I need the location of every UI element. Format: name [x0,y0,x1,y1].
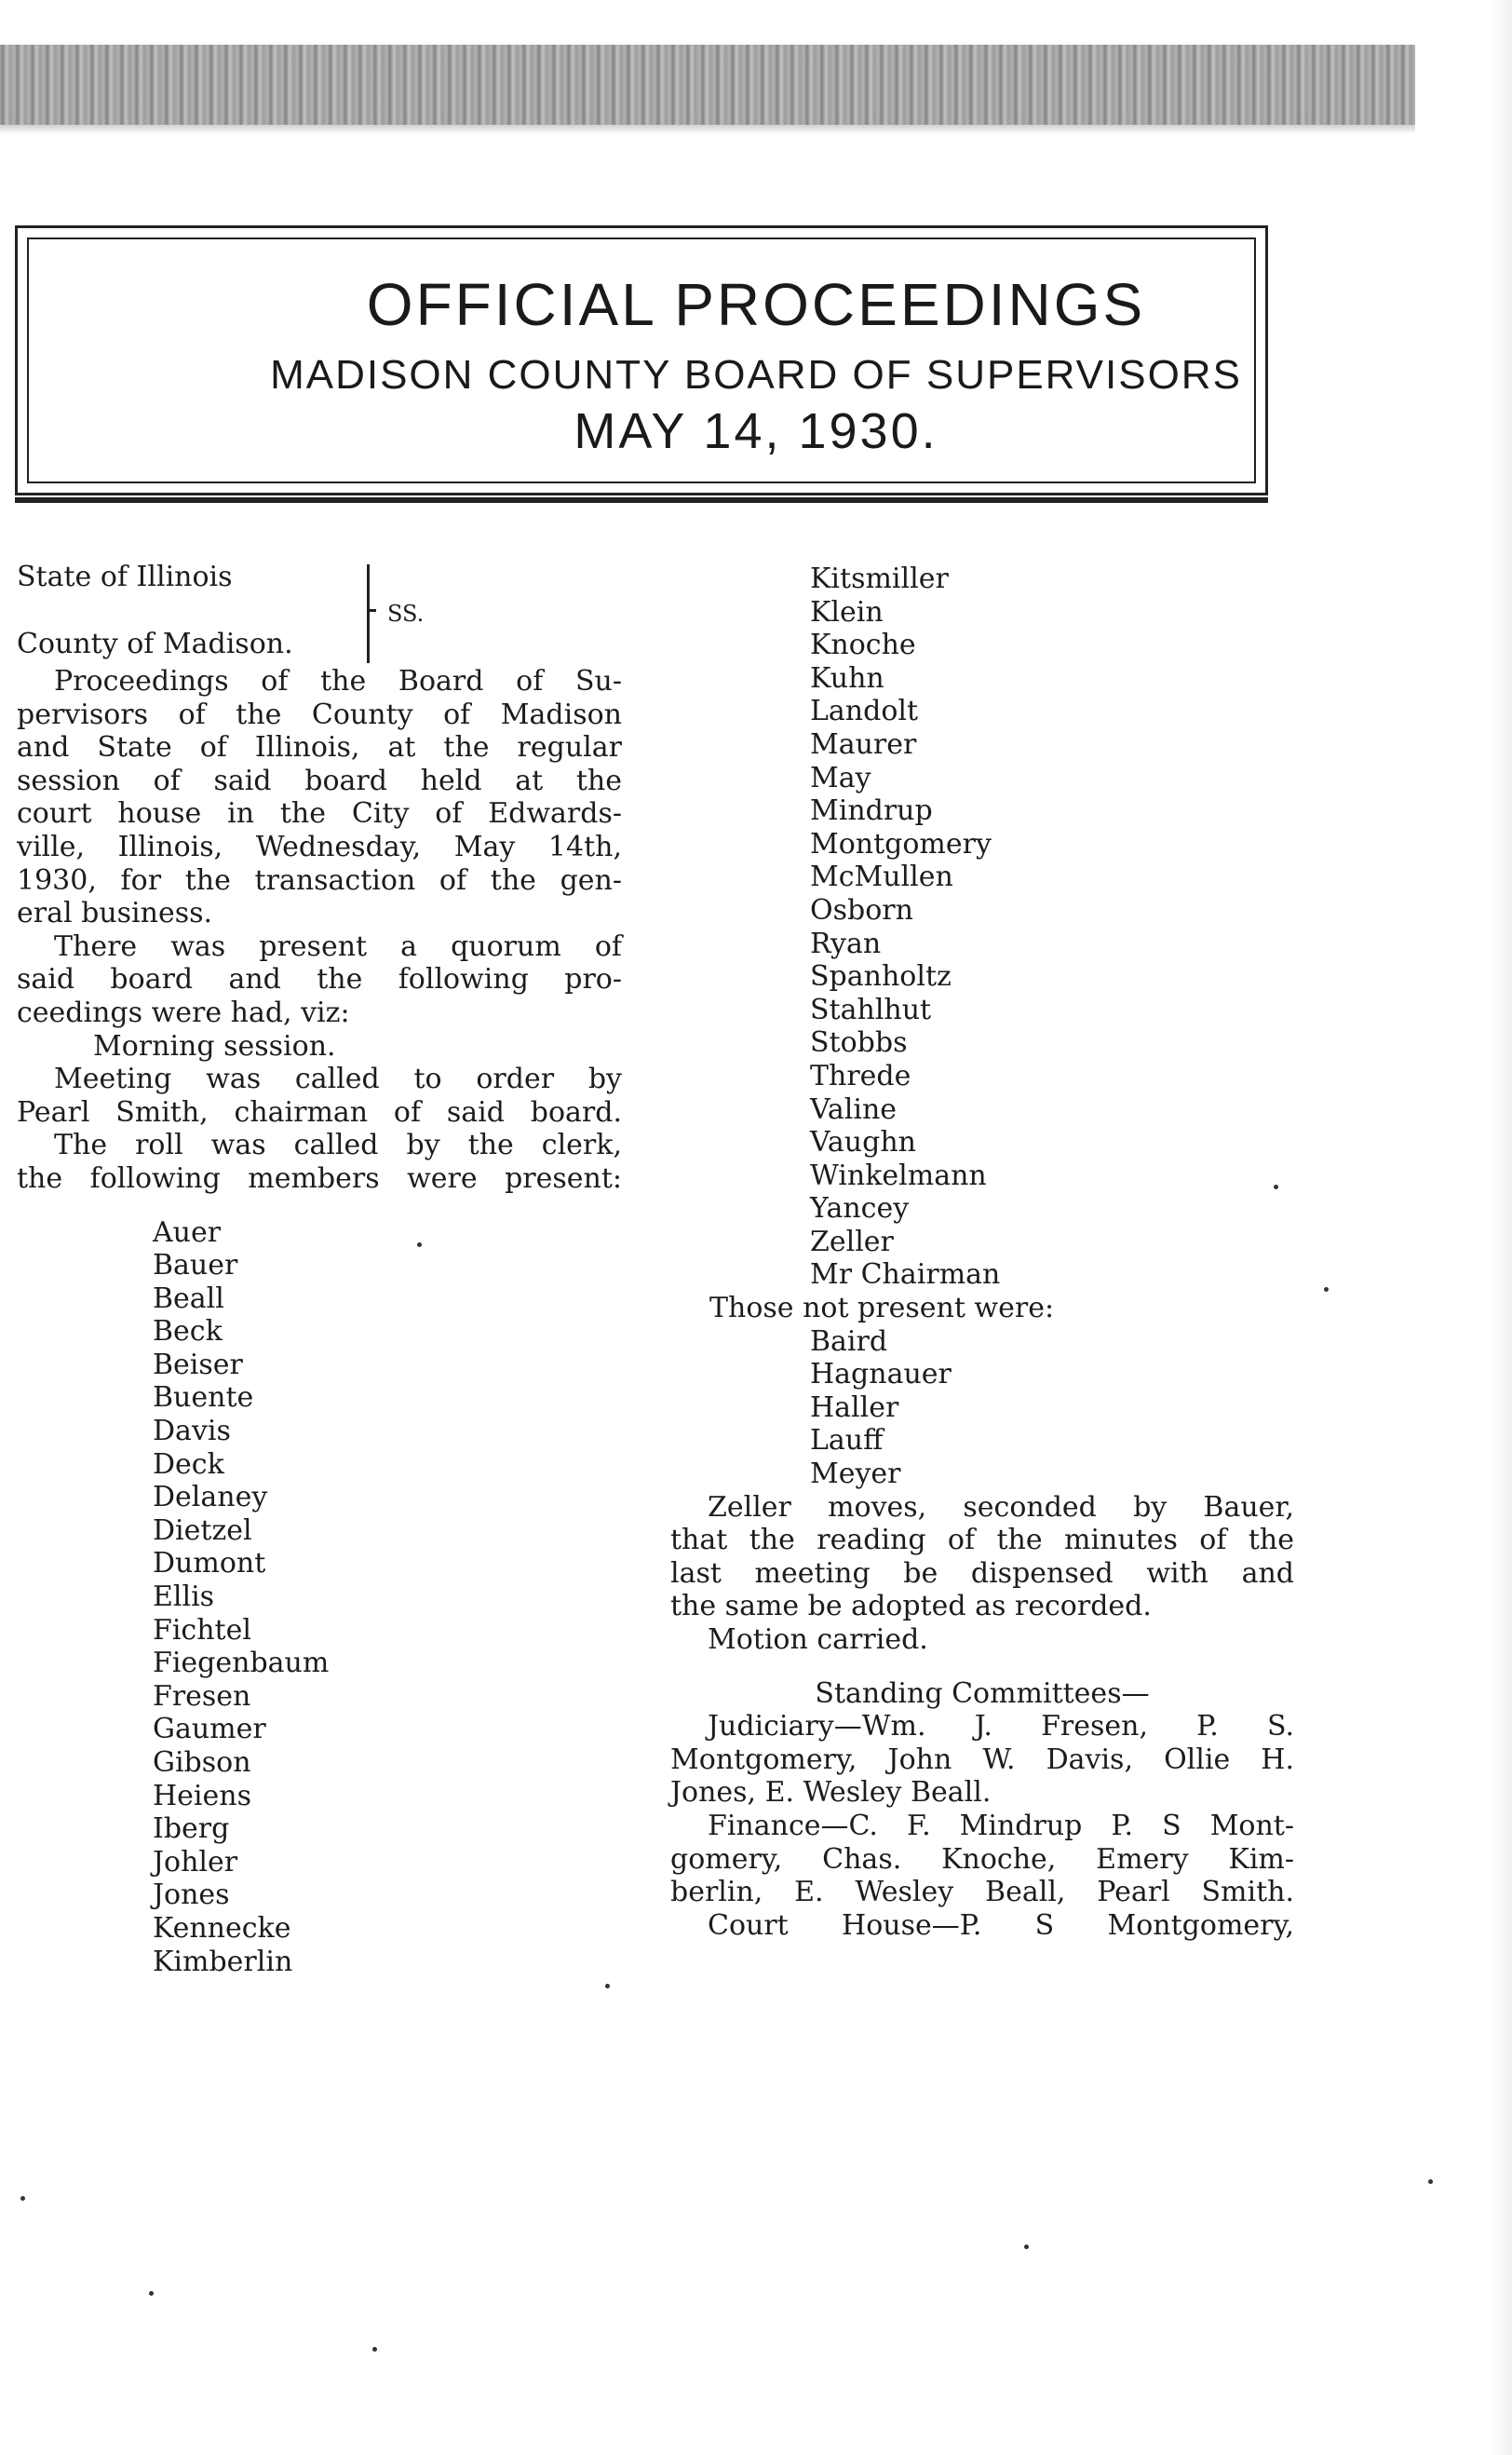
member-name: Fiegenbaum [153,1647,330,1680]
scan-speck [149,2291,154,2296]
member-name: Iberg [153,1812,230,1846]
paragraph-line: 1930, for the transaction of the gen- [17,863,622,897]
scan-speck [1274,1185,1278,1189]
member-name: Heiens [153,1779,251,1812]
member-name: Mindrup [810,794,933,828]
paragraph-line: eral business. [17,897,213,930]
scan-speck [417,1242,422,1247]
committee-line: gomery, Chas. Knoche, Emery Kim- [670,1842,1294,1876]
member-name: Kennecke [153,1911,291,1945]
venue-brace [367,564,381,663]
paragraph-line: ville, Illinois, Wednesday, May 14th, [17,830,622,863]
paragraph-line: the following members were present: [17,1161,622,1195]
committee-line: Montgomery, John W. Davis, Ollie H. [670,1743,1294,1776]
member-name: Delaney [153,1481,268,1514]
motion-line: Motion carried. [708,1623,928,1656]
paragraph-line: pervisors of the County of Madison [17,698,622,731]
paragraph-line: Pearl Smith, chairman of said board. [17,1095,622,1129]
paragraph-line: Proceedings of the Board of Su- [54,665,622,698]
motion-line: last meeting be dispensed with and [670,1556,1294,1590]
members-present-left [17,1216,622,1979]
member-name: Stahlhut [810,993,932,1026]
title-frame-rule [15,497,1268,503]
venue-ss: SS. [387,601,425,627]
paragraph-line: and State of Illinois, at the regular [17,731,622,765]
absent-label: Those not present were: [709,1292,1055,1325]
left-column [17,561,622,1978]
paragraph-line: session of said board held at the [17,764,622,797]
member-name: Winkelmann [810,1159,987,1192]
committee-line: Court House—P. S Montgomery, [708,1908,1294,1942]
scan-speck [1324,1287,1329,1292]
paragraph-line: ceedings were had, viz: [17,996,350,1029]
member-name: Dumont [153,1547,266,1580]
member-name: Deck [153,1447,224,1481]
motion-line: that the reading of the minutes of the [670,1524,1294,1557]
member-name: Fichtel [153,1613,251,1647]
member-name: Zeller [810,1225,894,1258]
member-name: Ellis [153,1580,215,1614]
member-name: Ryan [810,927,882,960]
member-name: Landolt [810,695,919,728]
member-name: Osborn [810,893,913,927]
member-name: Beall [153,1282,224,1315]
member-name: Vaughn [810,1126,916,1160]
paragraph-line: court house in the City of Edwards- [17,797,622,831]
members-absent [670,1325,1294,1491]
member-name: Bauer [153,1249,238,1282]
scan-speck [1024,2245,1029,2249]
member-name: May [810,761,871,794]
member-name: Beck [153,1315,223,1349]
member-name: Valine [810,1092,898,1126]
member-name: Gaumer [153,1713,266,1746]
scan-speck [1428,2179,1433,2184]
paragraph-line: Meeting was called to order by [54,1063,622,1096]
title-heading: OFFICIAL PROCEEDINGS [366,271,1146,338]
member-name: Threde [810,1059,911,1092]
member-name: Montgomery [810,827,992,861]
member-name: McMullen [810,861,953,894]
member-name: Kitsmiller [810,563,949,595]
member-name: Spanholtz [810,960,952,994]
venue-state: State of Illinois [17,561,233,593]
member-name: Baird [810,1324,888,1358]
scan-speck [605,1984,610,1988]
venue-block [17,561,622,660]
committee-line: Judiciary—Wm. J. Fresen, P. S. [708,1710,1294,1743]
member-name: Gibson [153,1746,251,1779]
title-subheading: MADISON COUNTY BOARD OF SUPERVISORS [270,352,1242,398]
member-name: Meyer [810,1458,901,1491]
member-name: Hagnauer [810,1358,952,1391]
committee-line: berlin, E. Wesley Beall, Pearl Smith. [670,1876,1294,1909]
motion-line: the same be adopted as recorded. [670,1590,1152,1623]
scan-top-strip [0,45,1415,125]
member-name: Beiser [153,1348,243,1381]
title-date: MAY 14, 1930. [574,403,938,459]
scan-speck [20,2196,25,2201]
motion-line: Zeller moves, seconded by Bauer, [708,1490,1294,1524]
committees-heading: Standing Committees— [815,1676,1150,1710]
member-name: Kuhn [810,661,884,695]
member-name: Maurer [810,727,917,761]
scan-speck [372,2347,377,2352]
member-name: Buente [153,1381,254,1415]
committee-line: Finance—C. F. Mindrup P. S Mont- [708,1809,1294,1842]
member-name: Klein [810,595,884,629]
member-name: Mr Chairman [810,1258,1001,1292]
member-name: Dietzel [153,1513,252,1547]
member-name: Kimberlin [153,1945,293,1978]
member-name: Fresen [153,1679,251,1713]
venue-county: County of Madison. [17,628,293,660]
member-name: Auer [153,1215,222,1249]
member-name: Stobbs [810,1026,908,1060]
member-name: Yancey [810,1192,910,1226]
member-name: Johler [153,1845,238,1879]
member-name: Knoche [810,629,916,662]
paragraph-line: said board and the following pro- [17,963,622,997]
members-present-right [670,563,1294,1292]
paragraph-line: The roll was called by the clerk, [54,1129,622,1162]
committee-line: Jones, E. Wesley Beall. [670,1776,992,1810]
session-label: Morning session. [93,1029,336,1063]
member-name: Haller [810,1390,899,1424]
paragraph-line: There was present a quorum of [54,929,622,963]
member-name: Lauff [810,1424,884,1458]
member-name: Davis [153,1415,231,1448]
right-column [670,563,1294,1942]
member-name: Jones [153,1879,230,1912]
